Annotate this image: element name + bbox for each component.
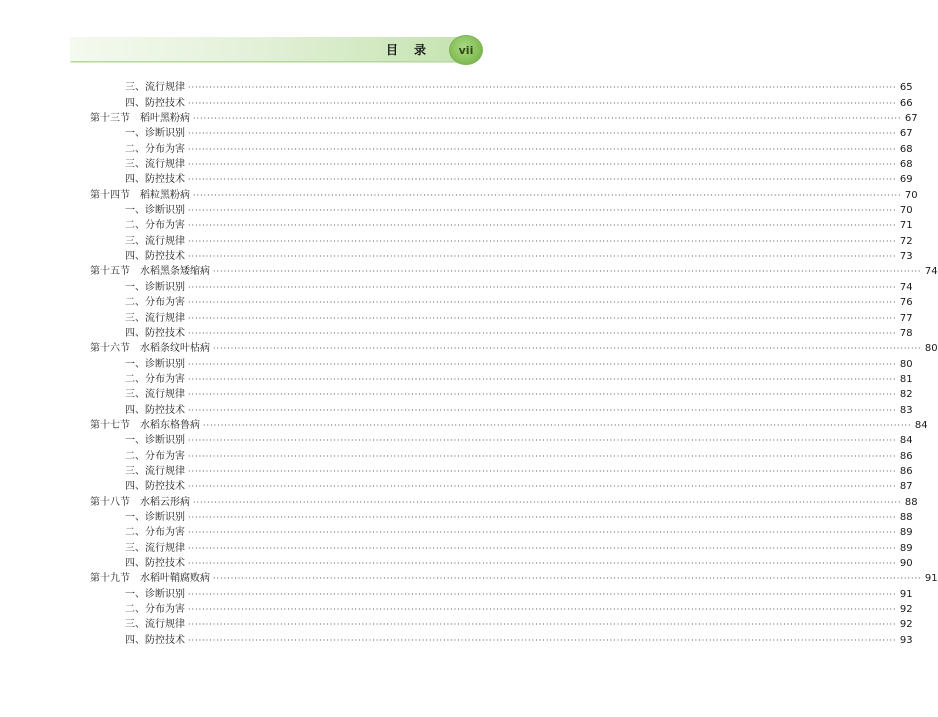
toc-section-entry[interactable]: [90, 340, 938, 355]
toc-subentry[interactable]: [90, 232, 913, 247]
toc-entry-page-number: 67: [904, 113, 918, 125]
dot-leader: ········································································································································································································: [188, 436, 897, 446]
toc-subentry[interactable]: [90, 585, 913, 600]
toc-entry-label: 三、流行规律: [90, 619, 187, 631]
toc-subentry[interactable]: [90, 309, 913, 324]
dot-leader: ········································································································································································································: [188, 98, 897, 108]
dot-leader: ········································································································································································································: [188, 559, 897, 568]
dot-leader: ········································································································································································································: [188, 374, 897, 384]
toc-subentry[interactable]: [90, 524, 913, 539]
dot-leader: ········································································································································································································: [213, 267, 922, 277]
toc-entry-label: 二、分布为害: [90, 144, 187, 156]
toc-subentry[interactable]: [90, 432, 913, 447]
toc-entry-page-number: 78: [899, 327, 913, 339]
toc-entry-page-number: 74: [924, 266, 938, 278]
toc-subentry[interactable]: [90, 202, 913, 217]
toc-entry-label: 一、诊断识别: [90, 205, 187, 217]
dot-leader: ········································································································································································································: [203, 420, 912, 430]
toc-entry-label: 一、诊断识别: [90, 589, 187, 601]
toc-entry-label: 二、分布为害: [90, 297, 187, 309]
toc-entry-label: 四、防控技术: [90, 635, 187, 647]
dot-leader: ········································································································································································································: [193, 497, 902, 507]
toc-entry-page-number: 65: [899, 82, 913, 94]
toc-subentry[interactable]: [90, 631, 913, 646]
toc-entry-page-number: 88: [899, 511, 913, 523]
page-number-badge: vii: [449, 35, 483, 65]
dot-leader: ········································································································································································································: [188, 144, 897, 154]
toc-subentry[interactable]: [90, 156, 913, 171]
toc-subentry[interactable]: [90, 616, 913, 631]
dot-leader: ········································································································································································································: [213, 344, 922, 354]
toc-entry-label: 四、防控技术: [90, 405, 187, 417]
toc-entry-page-number: 76: [899, 297, 913, 309]
toc-entry-label: 第十三节 稻叶黑粉病: [90, 113, 190, 125]
toc-entry-page-number: 77: [899, 312, 913, 324]
dot-leader: ········································································································································································································: [188, 528, 897, 538]
toc-subentry[interactable]: [90, 447, 913, 462]
toc-section-entry[interactable]: [90, 570, 938, 585]
toc-subentry[interactable]: [90, 401, 913, 416]
dot-leader: ········································································································································································································: [188, 252, 897, 262]
toc-entry-label: 三、流行规律: [90, 82, 187, 94]
toc-entry-label: 四、防控技术: [90, 174, 187, 186]
toc-entry-page-number: 70: [904, 189, 918, 201]
toc-entry-page-number: 91: [924, 573, 938, 585]
toc-entry-page-number: 84: [914, 419, 928, 431]
header-divider: [70, 62, 475, 63]
dot-leader: ········································································································································································································: [188, 635, 897, 645]
toc-entry-label: 三、流行规律: [90, 313, 187, 325]
dot-leader: ········································································································································································································: [188, 620, 897, 630]
toc-subentry[interactable]: [90, 94, 913, 109]
toc-section-entry[interactable]: [90, 186, 918, 201]
dot-leader: ········································································································································································································: [188, 482, 897, 492]
toc-entry-page-number: 72: [899, 235, 913, 247]
dot-leader: ········································································································································································································: [188, 451, 897, 461]
toc-entry-label: 三、流行规律: [90, 389, 187, 401]
toc-subentry[interactable]: [90, 171, 913, 186]
toc-entry-label: 第十六节 水稻条纹叶枯病: [90, 343, 210, 355]
page-title: 目录: [385, 43, 442, 57]
toc-entry-page-number: 74: [899, 281, 913, 293]
toc-entry-page-number: 84: [899, 435, 913, 447]
toc-entry-page-number: 89: [899, 527, 913, 539]
toc-entry-label: 一、诊断识别: [90, 128, 187, 140]
toc-entry-label: 一、诊断识别: [90, 512, 187, 524]
dot-leader: ········································································································································································································: [193, 114, 902, 124]
toc-entry-label: 三、流行规律: [90, 159, 187, 171]
toc-entry-label: 第十四节 稻粒黑粉病: [90, 189, 190, 201]
toc-entry-page-number: 87: [899, 481, 913, 493]
dot-leader: ········································································································································································································: [188, 543, 897, 553]
toc-subentry[interactable]: [90, 601, 913, 616]
toc-entry-label: 第十七节 水稻东格鲁病: [90, 419, 200, 431]
toc-subentry[interactable]: [90, 463, 913, 478]
toc-entry-label: 二、分布为害: [90, 220, 187, 232]
toc-entry-label: 第十八节 水稻云形病: [90, 496, 190, 508]
toc-entry-page-number: 71: [899, 220, 913, 232]
dot-leader: ········································································································································································································: [213, 574, 922, 584]
toc-entry-label: 第十九节 水稻叶鞘腐败病: [90, 573, 210, 585]
dot-leader: ········································································································································································································: [188, 175, 897, 185]
toc-section-entry[interactable]: [90, 417, 928, 432]
toc-entry-page-number: 93: [899, 634, 913, 646]
toc-entry-page-number: 88: [904, 496, 918, 508]
toc-entry-label: 四、防控技术: [90, 251, 187, 263]
dot-leader: ········································································································································································································: [188, 405, 897, 415]
dot-leader: ········································································································································································································: [188, 282, 897, 292]
toc-entry-page-number: 92: [899, 604, 913, 616]
toc-section-entry[interactable]: [90, 493, 918, 508]
toc-entry-label: 二、分布为害: [90, 527, 187, 539]
toc-entry-label: 第十五节 水稻黑条矮缩病: [90, 266, 210, 278]
toc-section-entry[interactable]: [90, 263, 938, 278]
toc-subentry[interactable]: [90, 248, 913, 263]
toc-entry-page-number: 68: [899, 159, 913, 171]
toc-subentry[interactable]: [90, 125, 913, 140]
dot-leader: ········································································································································································································: [188, 313, 897, 323]
toc-entry-page-number: 86: [899, 450, 913, 462]
toc-entry-label: 二、分布为害: [90, 451, 187, 463]
toc-entry-label: 一、诊断识别: [90, 435, 187, 447]
toc-entry-label: 一、诊断识别: [90, 282, 187, 294]
toc-entry-label: 二、分布为害: [90, 374, 187, 386]
toc-entry-page-number: 82: [899, 389, 913, 401]
table-of-contents: [90, 79, 938, 647]
dot-leader: ········································································································································································································: [188, 328, 897, 338]
dot-leader: ········································································································································································································: [193, 190, 902, 200]
toc-entry-page-number: 92: [899, 619, 913, 631]
toc-entry-label: 一、诊断识别: [90, 359, 187, 371]
dot-leader: ········································································································································································································: [188, 589, 897, 599]
dot-leader: ········································································································································································································: [188, 512, 897, 522]
toc-subentry[interactable]: [90, 278, 913, 293]
toc-section-entry[interactable]: [90, 110, 918, 125]
toc-entry-label: 三、流行规律: [90, 466, 187, 478]
toc-entry-page-number: 80: [899, 358, 913, 370]
dot-leader: ········································································································································································································: [188, 129, 897, 139]
toc-entry-page-number: 91: [899, 588, 913, 600]
toc-entry-label: 二、分布为害: [90, 604, 187, 616]
toc-subentry[interactable]: [90, 478, 913, 493]
toc-entry-page-number: 66: [899, 97, 913, 109]
toc-subentry[interactable]: [90, 355, 913, 370]
toc-subentry[interactable]: [90, 217, 913, 232]
toc-subentry[interactable]: [90, 371, 913, 386]
dot-leader: ········································································································································································································: [188, 206, 897, 216]
toc-entry-page-number: 81: [899, 373, 913, 385]
toc-entry-label: 四、防控技术: [90, 328, 187, 340]
toc-entry-page-number: 83: [899, 404, 913, 416]
toc-entry-page-number: 73: [899, 251, 913, 263]
toc-entry-label: 四、防控技术: [90, 481, 187, 493]
toc-entry-page-number: 67: [899, 128, 913, 140]
dot-leader: ········································································································································································································: [188, 83, 897, 93]
toc-entry-label: 四、防控技术: [90, 98, 187, 110]
toc-entry-label: 三、流行规律: [90, 543, 187, 555]
toc-subentry[interactable]: [90, 555, 913, 570]
dot-leader: ········································································································································································································: [188, 466, 897, 476]
toc-subentry[interactable]: [90, 79, 913, 94]
dot-leader: ········································································································································································································: [188, 605, 897, 615]
toc-entry-page-number: 69: [899, 174, 913, 186]
dot-leader: ········································································································································································································: [188, 298, 897, 308]
toc-entry-page-number: 89: [899, 542, 913, 554]
dot-leader: ········································································································································································································: [188, 359, 897, 369]
toc-subentry[interactable]: [90, 509, 913, 524]
toc-entry-label: 四、防控技术: [90, 558, 187, 570]
toc-entry-page-number: 86: [899, 465, 913, 477]
toc-subentry[interactable]: [90, 539, 913, 554]
toc-entry-page-number: 90: [899, 558, 913, 569]
toc-subentry[interactable]: [90, 386, 913, 401]
toc-subentry[interactable]: [90, 325, 913, 340]
toc-entry-label: 三、流行规律: [90, 236, 187, 248]
toc-entry-page-number: 80: [924, 343, 938, 355]
dot-leader: ········································································································································································································: [188, 221, 897, 231]
toc-entry-page-number: 68: [899, 143, 913, 155]
dot-leader: ········································································································································································································: [188, 236, 897, 246]
toc-subentry[interactable]: [90, 140, 913, 155]
toc-entry-page-number: 70: [899, 205, 913, 217]
toc-subentry[interactable]: [90, 294, 913, 309]
dot-leader: ········································································································································································································: [188, 160, 897, 170]
dot-leader: ········································································································································································································: [188, 390, 897, 400]
